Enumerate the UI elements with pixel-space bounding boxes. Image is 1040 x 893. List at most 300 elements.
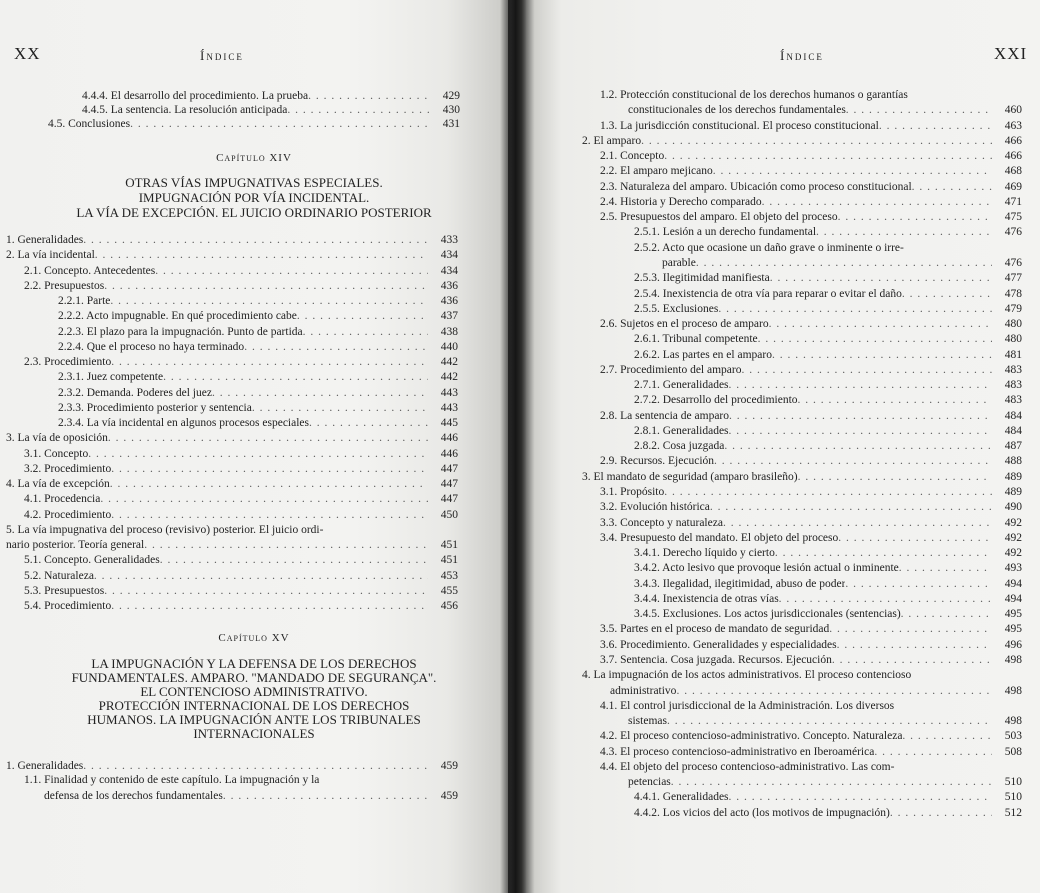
toc-entry-page: 463 (1004, 120, 1022, 132)
toc-entry-page: 469 (1004, 181, 1022, 193)
toc-entry-page: 466 (1004, 135, 1022, 147)
toc-entry-title: 2.7.1. Generalidades (634, 379, 729, 391)
toc-entry-page: 451 (440, 554, 458, 566)
toc-entry (628, 714, 1022, 728)
dot-leader (160, 553, 428, 567)
toc-entry (58, 401, 458, 415)
dot-leader (912, 180, 992, 194)
toc-entry-page: 480 (1004, 333, 1022, 345)
toc-entry-page: 450 (440, 509, 458, 521)
dot-leader (664, 485, 992, 499)
toc-entry-title: 2.5.3. Ilegitimidad manifiesta (634, 272, 770, 284)
dot-leader (104, 279, 428, 293)
dot-leader (641, 134, 992, 148)
dot-leader (779, 592, 992, 606)
toc-entry-title: 4.2. Procedimiento (24, 509, 112, 521)
toc-entry-page: 459 (440, 790, 458, 802)
dot-leader (798, 470, 992, 484)
chapter-title-line: PROTECCIÓN INTERNACIONAL DE LOS DERECHOS (98, 698, 410, 713)
toc-entry-page: 493 (1004, 562, 1022, 574)
chapter-label: Capítulo XV (218, 632, 290, 644)
toc-entry-title: 3.4.2. Acto lesivo que provoque lesión actual o inminente (634, 562, 899, 574)
toc-entry (600, 500, 1022, 514)
toc-entry-title: 2.5.5. Exclusiones (634, 303, 719, 315)
toc-entry (610, 684, 1022, 698)
toc-entry-page: 475 (1004, 211, 1022, 223)
toc-entry-title: 4.1. El control jurisdiccional de la Administración. Los diversos (600, 700, 895, 712)
toc-entry-page: 447 (440, 493, 458, 505)
toc-entry (600, 454, 1022, 468)
toc-entry-title: 2.6. Sujetos en el proceso de amparo (600, 318, 769, 330)
toc-entry-title: 2.2. Presupuestos (24, 280, 105, 292)
toc-entry-title: 4. La impugnación de los actos administrativos. El proceso contencioso (582, 669, 912, 681)
dot-leader (667, 714, 992, 728)
toc-entry-title: petencias (628, 776, 671, 788)
dot-leader (772, 348, 992, 362)
toc-entry (24, 355, 458, 369)
dot-leader (110, 477, 428, 491)
toc-entry-page: 484 (1004, 425, 1022, 437)
toc-entry (634, 393, 1022, 407)
toc-entry-page: 512 (1004, 807, 1022, 819)
chapter-title-line: HUMANOS. LA IMPUGNACIÓN ANTE LOS TRIBUNALES (87, 712, 421, 727)
toc-entry-title: 5.1. Concepto. Generalidades (24, 554, 160, 566)
dot-leader (111, 355, 428, 369)
toc-entry-title: 1. Generalidades (6, 760, 84, 772)
toc-entry (600, 531, 1022, 545)
toc-entry (58, 340, 458, 354)
dot-leader (710, 500, 992, 514)
toc-entry-page: 459 (440, 760, 458, 772)
toc-entry (582, 470, 1022, 484)
dot-leader (244, 340, 428, 354)
toc-entry-page: 460 (1004, 104, 1022, 116)
toc-entry (634, 332, 1022, 346)
toc-entry-page: 456 (440, 600, 458, 612)
toc-entry-title: 4.3. El proceso contencioso-administrativo en Iberoamérica (600, 746, 875, 758)
dot-leader (845, 577, 992, 591)
toc-entry-page: 430 (442, 104, 460, 116)
toc-entry-title: 3.1. Propósito (600, 486, 665, 498)
toc-entry-page: 446 (440, 448, 458, 460)
chapter-label: Capítulo XIV (216, 152, 292, 164)
toc-entry (634, 806, 1022, 820)
chapter-title-line: LA VÍA DE EXCEPCIÓN. EL JUICIO ORDINARIO POSTERIOR (76, 205, 432, 220)
dot-leader (94, 569, 428, 583)
toc-entry-title: 2.4. Historia y Derecho comparado (600, 196, 762, 208)
dot-leader (664, 149, 992, 163)
toc-entry-title: 2.3. Procedimiento (24, 356, 112, 368)
toc-entry (628, 775, 1022, 789)
toc-entry-page: 496 (1004, 639, 1022, 651)
toc-entry (58, 309, 458, 323)
toc-entry-page: 440 (440, 341, 458, 353)
toc-entry-page: 438 (440, 326, 458, 338)
running-head: Índice (200, 48, 244, 63)
toc-entry-title: 3.4. Presupuesto del mandato. El objeto del proceso (600, 532, 839, 544)
chapter-title-line: LA IMPUGNACIÓN Y LA DEFENSA DE LOS DERECHOS (91, 656, 417, 671)
toc-entry-title: 2.3.1. Juez competente (58, 371, 164, 383)
toc-entry-page: 495 (1004, 608, 1022, 620)
toc-entry (600, 180, 1022, 194)
toc-entry (24, 264, 458, 278)
toc-entry (58, 370, 458, 384)
toc-entry-title: 2.6.1. Tribunal competente (634, 333, 758, 345)
toc-entry-title: 3.1. Concepto (24, 448, 89, 460)
toc-entry-title: 2.2.1. Parte (58, 295, 111, 307)
toc-entry-title: 1.1. Finalidad y contenido de este capítulo. La impugnación y la (24, 774, 320, 786)
toc-entry-page: 455 (440, 585, 458, 597)
toc-entry-title: 3.4.1. Derecho líquido y cierto (634, 547, 775, 559)
toc-entry-title: 3.5. Partes en el proceso de mandato de seguridad (600, 623, 830, 635)
toc-entry (628, 103, 1022, 117)
toc-entry-page: 498 (1004, 654, 1022, 666)
dot-leader (890, 806, 992, 820)
dot-leader (879, 119, 992, 133)
toc-entry-page: 466 (1004, 150, 1022, 162)
toc-entry (634, 378, 1022, 392)
dot-leader (729, 409, 992, 423)
toc-entry (82, 89, 460, 103)
toc-entry (6, 477, 458, 491)
toc-entry-page: 480 (1004, 318, 1022, 330)
toc-entry-title: 3. El mandato de seguridad (amparo brasileño) (582, 471, 798, 483)
toc-entry (6, 538, 458, 552)
toc-entry-title: 2.7.2. Desarrollo del procedimiento (634, 394, 798, 406)
toc-entry-title: 5.3. Presupuestos (24, 585, 105, 597)
left-page (0, 0, 508, 893)
dot-leader (100, 492, 428, 506)
toc-entry-title: 2.2.3. El plazo para la impugnación. Punto de partida (58, 326, 303, 338)
toc-entry-title: 2.3.2. Demanda. Poderes del juez (58, 387, 212, 399)
toc-entry (634, 561, 1022, 575)
toc-entry (600, 485, 1022, 499)
dot-leader (714, 454, 992, 468)
toc-entry-page: 510 (1004, 776, 1022, 788)
toc-entry (44, 789, 458, 803)
toc-entry (600, 729, 1022, 743)
dot-leader (769, 317, 992, 331)
toc-entry (634, 439, 1022, 453)
toc-entry (58, 325, 458, 339)
toc-entry-page: 492 (1004, 532, 1022, 544)
toc-entry-page: 498 (1004, 715, 1022, 727)
dot-leader (144, 538, 428, 552)
toc-entry-page: 429 (442, 90, 460, 102)
dot-leader (223, 789, 428, 803)
toc-entry-title: 3.4.4. Inexistencia de otras vías (634, 593, 779, 605)
dot-leader (108, 431, 428, 445)
toc-entry-title: 2.8.2. Cosa juzgada (634, 440, 725, 452)
toc-entry-page: 443 (440, 387, 458, 399)
dot-leader (758, 332, 992, 346)
toc-entry (600, 210, 1022, 224)
toc-entry-page: 447 (440, 463, 458, 475)
dot-leader (902, 729, 992, 743)
toc-entry (600, 653, 1022, 667)
toc-entry-page: 431 (442, 118, 460, 130)
toc-entry (24, 279, 458, 293)
toc-entry-page: 494 (1004, 578, 1022, 590)
toc-entry-title: 4.4.2. Los vicios del acto (los motivos de impugnación) (634, 807, 890, 819)
toc-entry-title: 1. Generalidades (6, 234, 84, 246)
toc-entry-page: 443 (440, 402, 458, 414)
dot-leader (798, 393, 992, 407)
toc-entry-title: nario posterior. Teoría general (6, 539, 145, 551)
toc-entry-page: 468 (1004, 165, 1022, 177)
toc-entry-page: 436 (440, 280, 458, 292)
dot-leader (163, 370, 428, 384)
toc-entry-title: parable (662, 257, 696, 269)
dot-leader (309, 416, 428, 430)
toc-entry-title: defensa de los derechos fundamentales (44, 790, 223, 802)
toc-entry-title: 4.5. Conclusiones (48, 118, 131, 130)
toc-entry (582, 134, 1022, 148)
toc-entry-title: 3.6. Procedimiento. Generalidades y especialidades (600, 639, 837, 651)
toc-entry-page: 436 (440, 295, 458, 307)
dot-leader (770, 271, 992, 285)
toc-entry-title: 4.2. El proceso contencioso-administrativo. Concepto. Naturaleza (600, 730, 903, 742)
dot-leader (252, 401, 428, 415)
dot-leader (874, 745, 992, 759)
toc-entry (24, 447, 458, 461)
dot-leader (130, 117, 430, 131)
toc-entry (6, 233, 458, 247)
toc-entry (600, 149, 1022, 163)
book-gutter (500, 0, 526, 893)
toc-entry-page: 487 (1004, 440, 1022, 452)
dot-leader (676, 684, 992, 698)
toc-entry-title: constitucionales de los derechos fundamentales (628, 104, 846, 116)
toc-entry (634, 302, 1022, 316)
toc-entry-page: 490 (1004, 501, 1022, 513)
toc-entry-page: 508 (1004, 746, 1022, 758)
toc-entry (662, 256, 1022, 270)
toc-entry (634, 607, 1022, 621)
toc-entry (634, 287, 1022, 301)
toc-entry-page: 477 (1004, 272, 1022, 284)
dot-leader (155, 264, 428, 278)
toc-entry-page: 453 (440, 570, 458, 582)
toc-entry (24, 492, 458, 506)
toc-entry-page: 442 (440, 371, 458, 383)
toc-entry-page: 437 (440, 310, 458, 322)
toc-entry-title: 3.4.3. Ilegalidad, ilegitimidad, abuso de poder (634, 578, 846, 590)
toc-entry (58, 416, 458, 430)
toc-entry-title: 2.3.3. Procedimiento posterior y sentencia (58, 402, 252, 414)
toc-entry-page: 481 (1004, 349, 1022, 361)
toc-entry (24, 599, 458, 613)
toc-entry (634, 577, 1022, 591)
toc-entry (634, 546, 1022, 560)
dot-leader (838, 210, 992, 224)
toc-entry-title: 2. La vía incidental (6, 249, 95, 261)
toc-entry (6, 248, 458, 262)
chapter-title-line: OTRAS VÍAS IMPUGNATIVAS ESPECIALES. (125, 175, 383, 190)
dot-leader (729, 378, 992, 392)
toc-entry-page: 489 (1004, 471, 1022, 483)
toc-entry-title: 4.4.5. La sentencia. La resolución anticipada (82, 104, 288, 116)
dot-leader (95, 248, 428, 262)
toc-entry-title: 2.7. Procedimiento del amparo (600, 364, 742, 376)
toc-entry (82, 103, 460, 117)
toc-entry-title: 2.2. El amparo mejicano (600, 165, 713, 177)
right-page (508, 0, 1040, 893)
toc-entry (600, 195, 1022, 209)
toc-entry (24, 508, 458, 522)
dot-leader (83, 233, 428, 247)
dot-leader (212, 386, 428, 400)
toc-entry-page: 471 (1004, 196, 1022, 208)
toc-entry-title: 2.3. Naturaleza del amparo. Ubicación como proceso constitucional (600, 181, 912, 193)
toc-entry-title: 2.5.2. Acto que ocasione un daño grave o inminente o irre- (634, 242, 904, 254)
toc-entry (24, 462, 458, 476)
dot-leader (88, 447, 428, 461)
dot-leader (308, 89, 430, 103)
toc-entry (600, 363, 1022, 377)
dot-leader (713, 164, 992, 178)
toc-entry (634, 790, 1022, 804)
toc-entry-title: 2.5.4. Inexistencia de otra vía para reparar o evitar el daño (634, 288, 902, 300)
toc-entry (6, 431, 458, 445)
dot-leader (775, 546, 992, 560)
toc-entry-page: 503 (1004, 730, 1022, 742)
toc-entry-page: 483 (1004, 364, 1022, 376)
dot-leader (829, 622, 992, 636)
toc-entry-title: 4.4. El objeto del proceso contencioso-administrativo. Las com- (600, 761, 895, 773)
toc-entry (600, 409, 1022, 423)
dot-leader (832, 653, 992, 667)
dot-leader (111, 599, 428, 613)
toc-entry-page: 447 (440, 478, 458, 490)
toc-entry-title: 2.5.1. Lesión a un derecho fundamental (634, 226, 817, 238)
page-number: XXI (994, 44, 1028, 63)
toc-entry-page: 494 (1004, 593, 1022, 605)
toc-entry-title: 4. La vía de excepción (6, 478, 110, 490)
toc-entry (600, 745, 1022, 759)
toc-entry (634, 271, 1022, 285)
toc-entry (24, 569, 458, 583)
dot-leader (303, 325, 428, 339)
toc-entry-title: 5.4. Procedimiento (24, 600, 112, 612)
dot-leader (837, 638, 992, 652)
toc-entry (58, 386, 458, 400)
toc-entry-title: 2.1. Concepto. Antecedentes (24, 265, 156, 277)
toc-entry-page: 433 (440, 234, 458, 246)
dot-leader (741, 363, 992, 377)
toc-entry-title: 2.2.4. Que el proceso no haya terminado (58, 341, 245, 353)
toc-entry-page: 484 (1004, 410, 1022, 422)
toc-entry-title: 3.4.5. Exclusiones. Los actos jurisdiccionales (sentencias) (634, 608, 901, 620)
dot-leader (846, 103, 992, 117)
toc-entry-page: 445 (440, 417, 458, 429)
chapter-title-line: FUNDAMENTALES. AMPARO. "MANDADO DE SEGURANÇA". (71, 670, 437, 685)
toc-entry-title: 4.1. Procedencia (24, 493, 101, 505)
toc-entry-title: 2.6.2. Las partes en el amparo (634, 349, 772, 361)
dot-leader (899, 561, 992, 575)
toc-entry (48, 117, 460, 131)
toc-entry-title: 2.9. Recursos. Ejecución (600, 455, 715, 467)
toc-entry-title: 5. La vía impugnativa del proceso (revisivo) posterior. El juicio ordi- (6, 524, 324, 536)
toc-entry-title: 1.3. La jurisdicción constitucional. El proceso constitucional (600, 120, 879, 132)
toc-entry-title: 2.8.1. Generalidades (634, 425, 729, 437)
dot-leader (110, 294, 428, 308)
dot-leader (902, 287, 992, 301)
dot-leader (718, 302, 992, 316)
dot-leader (762, 195, 992, 209)
toc-entry-page: 483 (1004, 379, 1022, 391)
toc-entry-title: 3.7. Sentencia. Cosa juzgada. Recursos. Ejecución (600, 654, 832, 666)
toc-entry-title: 4.4.4. El desarrollo del procedimiento. La prueba (82, 90, 309, 102)
toc-entry-title: 4.4.1. Generalidades (634, 791, 729, 803)
toc-entry-title: 2.1. Concepto (600, 150, 665, 162)
toc-entry-title: 2. El amparo (582, 135, 642, 147)
toc-entry (600, 317, 1022, 331)
toc-entry (24, 584, 458, 598)
toc-entry (634, 424, 1022, 438)
toc-entry-page: 451 (440, 539, 458, 551)
dot-leader (83, 759, 428, 773)
toc-entry-page: 442 (440, 356, 458, 368)
toc-entry-title: administrativo (610, 685, 677, 697)
toc-entry-page: 492 (1004, 517, 1022, 529)
toc-entry (600, 119, 1022, 133)
toc-entry-page: 510 (1004, 791, 1022, 803)
toc-entry-title: 1.2. Protección constitucional de los derechos humanos o garantías (600, 89, 908, 101)
toc-entry (600, 516, 1022, 530)
toc-entry-page: 434 (440, 249, 458, 261)
toc-entry-page: 483 (1004, 394, 1022, 406)
toc-entry-page: 478 (1004, 288, 1022, 300)
toc-entry-title: 2.2.2. Acto impugnable. En qué procedimiento cabe (58, 310, 297, 322)
toc-entry-page: 479 (1004, 303, 1022, 315)
toc-entry (600, 638, 1022, 652)
toc-entry-page: 489 (1004, 486, 1022, 498)
toc-entry-title: 5.2. Naturaleza (24, 570, 94, 582)
dot-leader (838, 531, 992, 545)
dot-leader (816, 225, 992, 239)
dot-leader (104, 584, 428, 598)
toc-entry-title: sistemas (628, 715, 667, 727)
page-number: XX (14, 44, 41, 63)
dot-leader (111, 462, 428, 476)
toc-entry-page: 476 (1004, 226, 1022, 238)
dot-leader (111, 508, 428, 522)
toc-entry-page: 434 (440, 265, 458, 277)
toc-entry (634, 592, 1022, 606)
chapter-title-line: EL CONTENCIOSO ADMINISTRATIVO. (140, 684, 368, 699)
chapter-title-line: IMPUGNACIÓN POR VÍA INCIDENTAL. (138, 190, 370, 205)
toc-entry-title: 3.2. Evolución histórica (600, 501, 710, 513)
dot-leader (729, 424, 992, 438)
dot-leader (724, 439, 992, 453)
toc-entry-title: 3.3. Concepto y naturaleza (600, 517, 723, 529)
toc-entry (634, 348, 1022, 362)
dot-leader (287, 103, 430, 117)
dot-leader (901, 607, 992, 621)
toc-entry-title: 3. La vía de oposición (6, 432, 108, 444)
dot-leader (723, 516, 992, 530)
toc-entry-page: 446 (440, 432, 458, 444)
running-head: Índice (780, 48, 824, 63)
toc-entry (24, 553, 458, 567)
toc-entry-title: 2.5. Presupuestos del amparo. El objeto del proceso (600, 211, 838, 223)
dot-leader (671, 775, 992, 789)
toc-entry-page: 498 (1004, 685, 1022, 697)
toc-entry-page: 495 (1004, 623, 1022, 635)
toc-entry-page: 492 (1004, 547, 1022, 559)
toc-entry-page: 488 (1004, 455, 1022, 467)
